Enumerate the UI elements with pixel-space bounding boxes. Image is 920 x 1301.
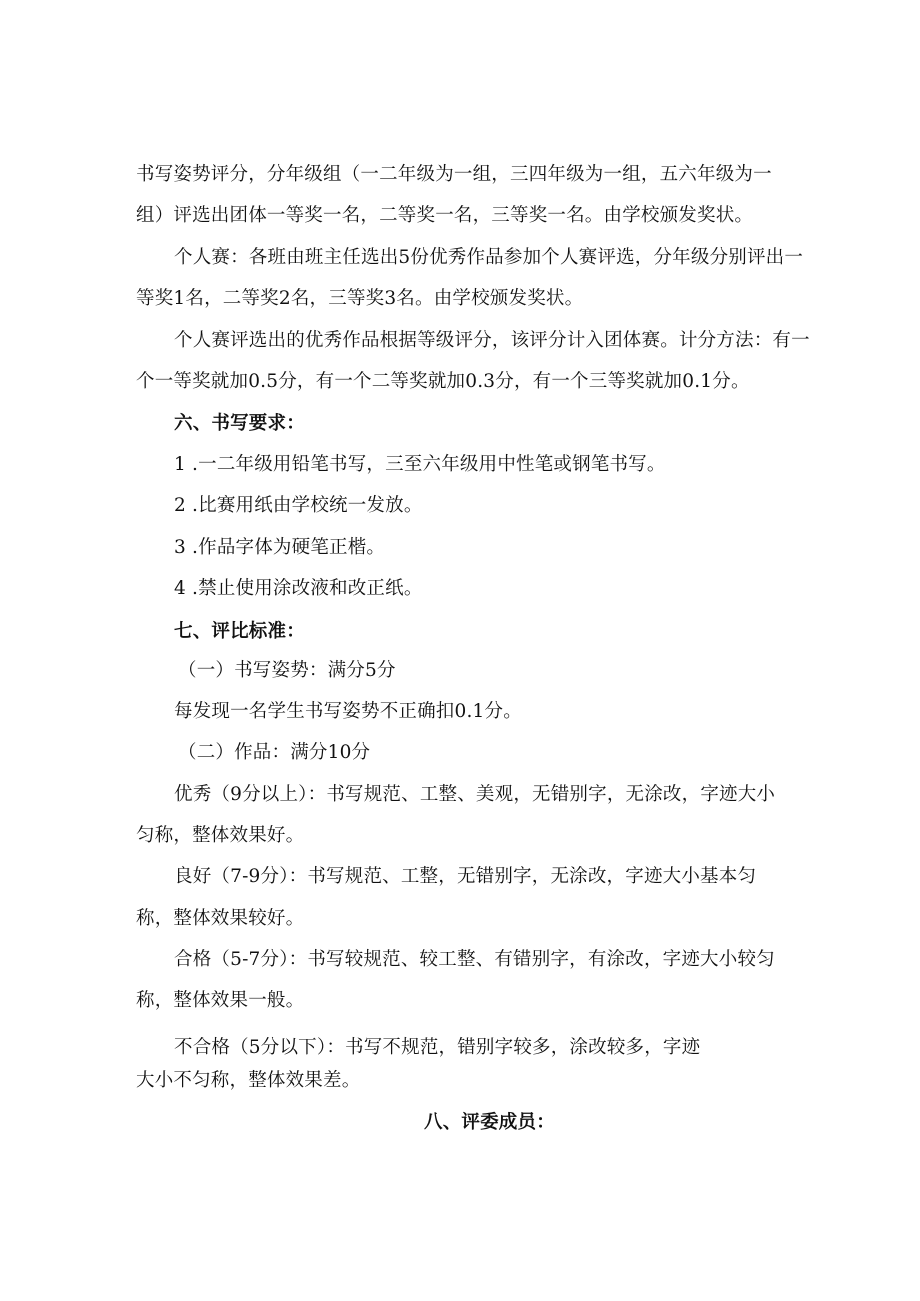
scoring-rule-line-1: 个人赛评选出的优秀作品根据等级评分，该评分计入团体赛。计分方法：有一 bbox=[174, 330, 810, 351]
team-rule-line-1: 书写姿势评分，分年级组（一二年级为一组，三四年级为一组，五六年级为一 bbox=[136, 164, 772, 185]
works-criteria-title: （二）作品：满分10分 bbox=[178, 742, 371, 763]
grade-pass-line-2: 称，整体效果一般。 bbox=[136, 990, 305, 1011]
posture-criteria-title: （一）书写姿势：满分5分 bbox=[178, 660, 396, 681]
individual-rule-line-2: 等奖1名，二等奖2名，三等奖3名。由学校颁发奖状。 bbox=[136, 288, 584, 309]
section-seven-heading: 七、评比标准： bbox=[174, 621, 305, 642]
scoring-rule-line-2: 个一等奖就加0.5分，有一个二等奖就加0.3分，有一个三等奖就加0.1分。 bbox=[136, 371, 750, 392]
writing-requirement-item-3: 3 .作品字体为硬笔正楷。 bbox=[174, 537, 386, 558]
grade-good-line-1: 良好（7-9分）：书写规范、工整，无错别字，无涂改，字迹大小基本匀 bbox=[174, 866, 757, 887]
writing-requirement-item-1: 1 .一二年级用铅笔书写，三至六年级用中性笔或钢笔书写。 bbox=[174, 454, 666, 475]
writing-requirement-item-2: 2 .比赛用纸由学校统一发放。 bbox=[174, 495, 423, 516]
posture-deduction-rule: 每发现一名学生书写姿势不正确扣0.1分。 bbox=[174, 701, 522, 722]
section-eight-heading: 八、评委成员： bbox=[424, 1112, 555, 1133]
grade-excellent-line-2: 匀称，整体效果好。 bbox=[136, 825, 305, 846]
grade-fail-line-1: 不合格（5分以下）：书写不规范，错别字较多，涂改较多，字迹 bbox=[174, 1037, 701, 1058]
grade-pass-line-1: 合格（5-7分）：书写较规范、较工整、有错别字，有涂改，字迹大小较匀 bbox=[174, 949, 775, 970]
writing-requirement-item-4: 4 .禁止使用涂改液和改正纸。 bbox=[174, 578, 423, 599]
individual-rule-line-1: 个人赛：各班由班主任选出5份优秀作品参加个人赛评选，分年级分别评出一 bbox=[174, 247, 804, 268]
grade-excellent-line-1: 优秀（9分以上）：书写规范、工整、美观，无错别字，无涂改，字迹大小 bbox=[174, 784, 776, 805]
grade-good-line-2: 称，整体效果较好。 bbox=[136, 908, 305, 929]
grade-fail-line-2: 大小不匀称，整体效果差。 bbox=[136, 1070, 361, 1091]
team-rule-line-2: 组）评选出团体一等奖一名，二等奖一名，三等奖一名。由学校颁发奖状。 bbox=[136, 205, 754, 226]
section-six-heading: 六、书写要求： bbox=[174, 413, 305, 434]
